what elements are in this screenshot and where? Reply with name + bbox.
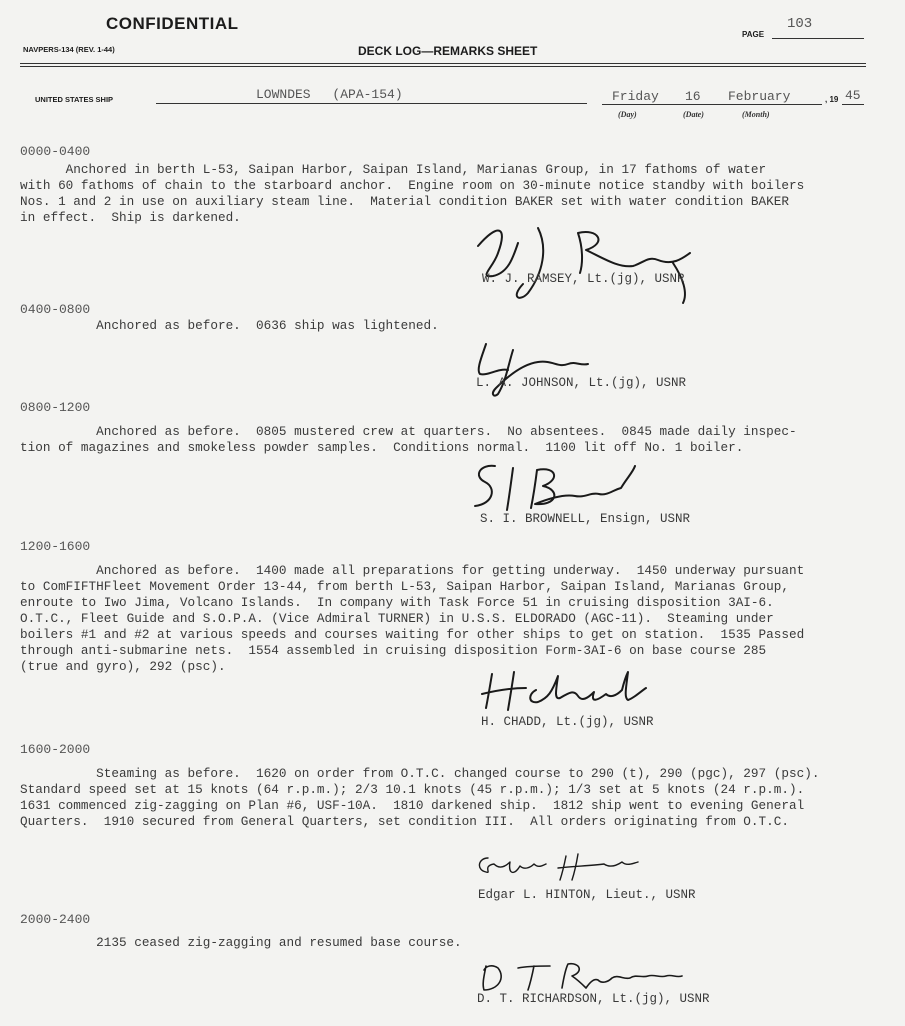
watch-period: 0400-0800 — [20, 302, 91, 317]
month-value: February — [728, 89, 791, 104]
watch-remarks: 2135 ceased zig-zagging and resumed base course. — [20, 935, 462, 950]
watch-period: 1200-1600 — [20, 539, 91, 554]
signature-brownell — [465, 458, 650, 518]
signature-chadd — [478, 668, 653, 716]
signature-name: W. J. RAMSEY, Lt.(jg), USNR — [482, 272, 685, 286]
signature-hinton — [474, 852, 644, 884]
year-value: 45 — [845, 88, 861, 103]
watch-remarks: Anchored as before. 0636 ship was lightened. — [20, 318, 439, 333]
watch-period: 1600-2000 — [20, 742, 91, 757]
signature-name: H. CHADD, Lt.(jg), USNR — [481, 715, 654, 729]
date-value: 16 — [685, 89, 701, 104]
signature-richardson — [478, 960, 688, 994]
signature-name: Edgar L. HINTON, Lieut., USNR — [478, 888, 696, 902]
watch-remarks: Steaming as before. 1620 on order from O.T.C. changed course to 290 (t), 290 (pgc), 297 (psc). Standard speed set at 15 knots (64 r.p.m.); 2/3 10.1 knots (45 r.p.m.); 1/3 set at 5 knots (24 r.p.m.). 1631 commenced zig-zagging on Plan #6, USF-10A. 1810 darkened ship. 1812 ship went to evening General Quarters. 1910 secured from General Quarters, set condition III. All orders originating from O.T.C. — [20, 766, 820, 829]
classification-label: CONFIDENTIAL — [106, 14, 239, 33]
date-caption: (Date) — [683, 110, 704, 119]
watch-period: 2000-2400 — [20, 912, 91, 927]
day-caption: (Day) — [618, 110, 637, 119]
hull-number: (APA-154) — [332, 87, 403, 102]
ship-label: UNITED STATES SHIP — [35, 95, 114, 104]
year-prefix: , 19 — [825, 95, 839, 104]
page-number-line — [772, 38, 864, 39]
ship-name-field — [256, 87, 403, 102]
signature-name: D. T. RICHARDSON, Lt.(jg), USNR — [477, 992, 710, 1006]
year-line — [842, 104, 864, 105]
month-caption: (Month) — [742, 110, 770, 119]
form-number: NAVPERS-134 (REV. 1-44) — [23, 45, 115, 54]
header-rule — [20, 63, 866, 64]
page-number: 103 — [787, 16, 813, 32]
watch-remarks: Anchored in berth L-53, Saipan Harbor, Saipan Island, Marianas Group, in 17 fathoms of water with 60 fathoms of chain to the starboard anchor. Engine room on 30-minute notice standby with boilers Nos. 1 and 2 in use on auxiliary steam line. Material condition BAKER set with water condition BAKER in effect. Ship is darkened. — [20, 162, 805, 225]
page-label: PAGE — [742, 30, 765, 39]
signature-name: L. A. JOHNSON, Lt.(jg), USNR — [476, 376, 687, 390]
day-value: Friday — [612, 89, 659, 104]
watch-period: 0800-1200 — [20, 400, 91, 415]
ship-name-line — [156, 103, 587, 104]
signature-name: S. I. BROWNELL, Ensign, USNR — [480, 512, 691, 526]
watch-remarks: Anchored as before. 0805 mustered crew at quarters. No absentees. 0845 made daily inspec- tion of magazines and smokeless powder samples. Conditions normal. 1100 lit off No. 1 boiler. — [20, 424, 797, 455]
watch-remarks: Anchored as before. 1400 made all preparations for getting underway. 1450 underway pursuant to ComFIFTHFleet Movement Order 13-44, from berth L-53, Saipan Harbor, Saipan Island, Marianas Group, enroute to Iwo Jima, Volcano Islands. In company with Task Force 51 in cruising disposition 3AI-6. O.T.C., Fleet Guide and S.O.P.A. (Vice Admiral TURNER) in U.S.S. ELDORADO (AGC-11). Steaming under boilers #1 and #2 at various speeds and courses waiting for other ships to get on station. 1535 Passed through anti-submarine nets. 1554 assembled in cruising disposition Form-3AI-6 on base course 285 (true and gyro), 292 (psc). — [20, 563, 805, 674]
date-line — [602, 104, 822, 105]
sheet-title: DECK LOG—REMARKS SHEET — [358, 44, 538, 58]
watch-period: 0000-0400 — [20, 144, 91, 159]
signature-johnson — [468, 336, 598, 406]
header-rule-double — [20, 66, 866, 67]
signature-ramsey — [468, 218, 698, 308]
ship-name: LOWNDES — [256, 87, 311, 102]
